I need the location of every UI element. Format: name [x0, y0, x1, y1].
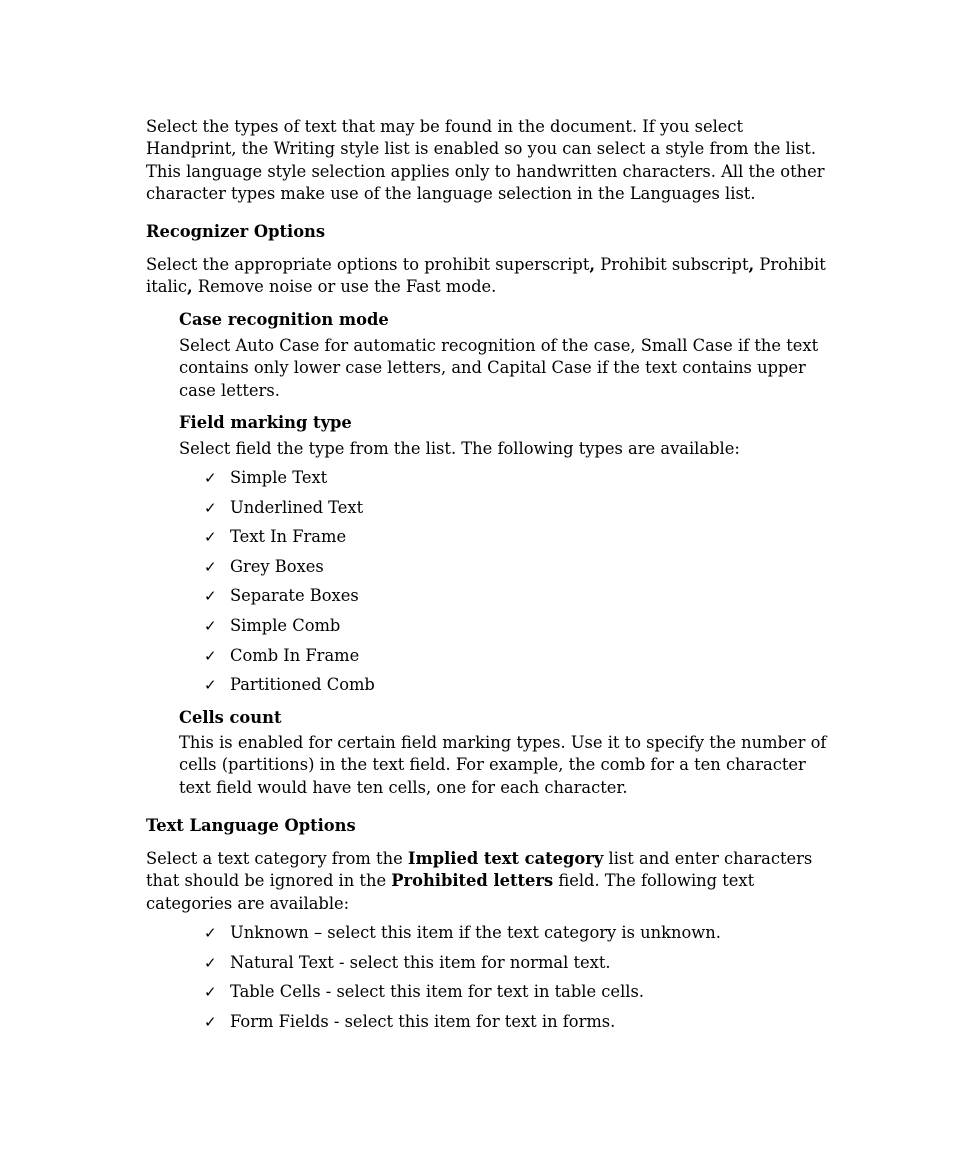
check-icon: ✓ — [204, 676, 217, 695]
case-recognition-paragraph: Select Auto Case for automatic recognition of the case, Small Case if the text contains only lower case letters, and Capital Case if the text contains upper case letters. — [179, 336, 819, 400]
check-icon: ✓ — [204, 983, 217, 1002]
cells-count-paragraph: This is enabled for certain field marking types. Use it to specify the number of cells (partitions) in the text field. For example, the comb for a ten character text field would have ten cells, one for each character. — [179, 733, 827, 797]
list-item: ✓ Unknown – select this item if the text category is unknown. — [204, 923, 721, 942]
recognizer-options-heading: Recognizer Options — [146, 222, 326, 241]
cells-count-heading: Cells count — [179, 708, 282, 727]
prohibited-letters-label: Prohibited letters — [391, 871, 554, 891]
text-category-list — [204, 922, 721, 1040]
check-icon: ✓ — [204, 924, 217, 942]
list-item: ✓ Natural Text - select this item for normal text. — [204, 952, 611, 972]
list-item: ✓ Grey Boxes — [204, 556, 324, 576]
recognizer-comma-3: , — [187, 277, 193, 297]
list-item: ✓ Simple Text — [204, 468, 328, 487]
intro-paragraph: Select the types of text that may be found in the document. If you select Handprint, the Writing style list is enabled so you can select a style from the list. This language style selection applies only to handwritten characters. All the other character types make use of the language selection in the Languages list. — [146, 117, 825, 204]
list-item: ✓ Separate Boxes — [204, 586, 359, 606]
check-icon: ✓ — [204, 646, 217, 665]
list-item: ✓ Table Cells - select this item for text in table cells. — [204, 982, 645, 1002]
recognizer-text-3: Prohibit italic — [146, 255, 826, 297]
implied-text-category-label: Implied text category — [407, 849, 604, 868]
check-icon: ✓ — [204, 616, 217, 635]
field-marking-heading: Field marking type — [179, 413, 352, 432]
text-language-paragraph: Select a text category from the Implied text category list and enter characters that should be ignored in the Prohibited letters field. The following text categories are available: — [146, 849, 813, 913]
check-icon: ✓ — [204, 557, 217, 576]
recognizer-text-2: Prohibit subscript — [595, 255, 749, 274]
check-icon: ✓ — [204, 469, 217, 487]
recognizer-text-4: Remove noise or use the Fast mode. — [192, 277, 497, 297]
list-item: ✓ Form Fields - select this item for text in forms. — [204, 1011, 616, 1031]
recognizer-comma-2: , — [748, 255, 755, 274]
text-language-heading: Text Language Options — [146, 816, 356, 835]
field-marking-list — [204, 467, 375, 704]
case-recognition-heading: Case recognition mode — [179, 310, 389, 329]
recognizer-text-1: Select the appropriate options to prohibit superscript — [146, 255, 590, 274]
recognizer-comma-1: , — [589, 255, 596, 274]
list-item: ✓ Simple Comb — [204, 615, 341, 635]
list-item: ✓ Text In Frame — [204, 527, 347, 547]
list-item: ✓ Comb In Frame — [204, 645, 360, 665]
check-icon: ✓ — [204, 953, 217, 972]
check-icon: ✓ — [204, 498, 217, 517]
field-marking-paragraph: Select field the type from the list. The following types are available: — [179, 439, 740, 458]
check-icon: ✓ — [204, 587, 217, 606]
list-item: ✓ Underlined Text — [204, 497, 364, 517]
check-icon: ✓ — [204, 1012, 217, 1031]
check-icon: ✓ — [204, 528, 217, 547]
recognizer-options-paragraph — [146, 254, 826, 299]
list-item: ✓ Partitioned Comb — [204, 675, 375, 695]
